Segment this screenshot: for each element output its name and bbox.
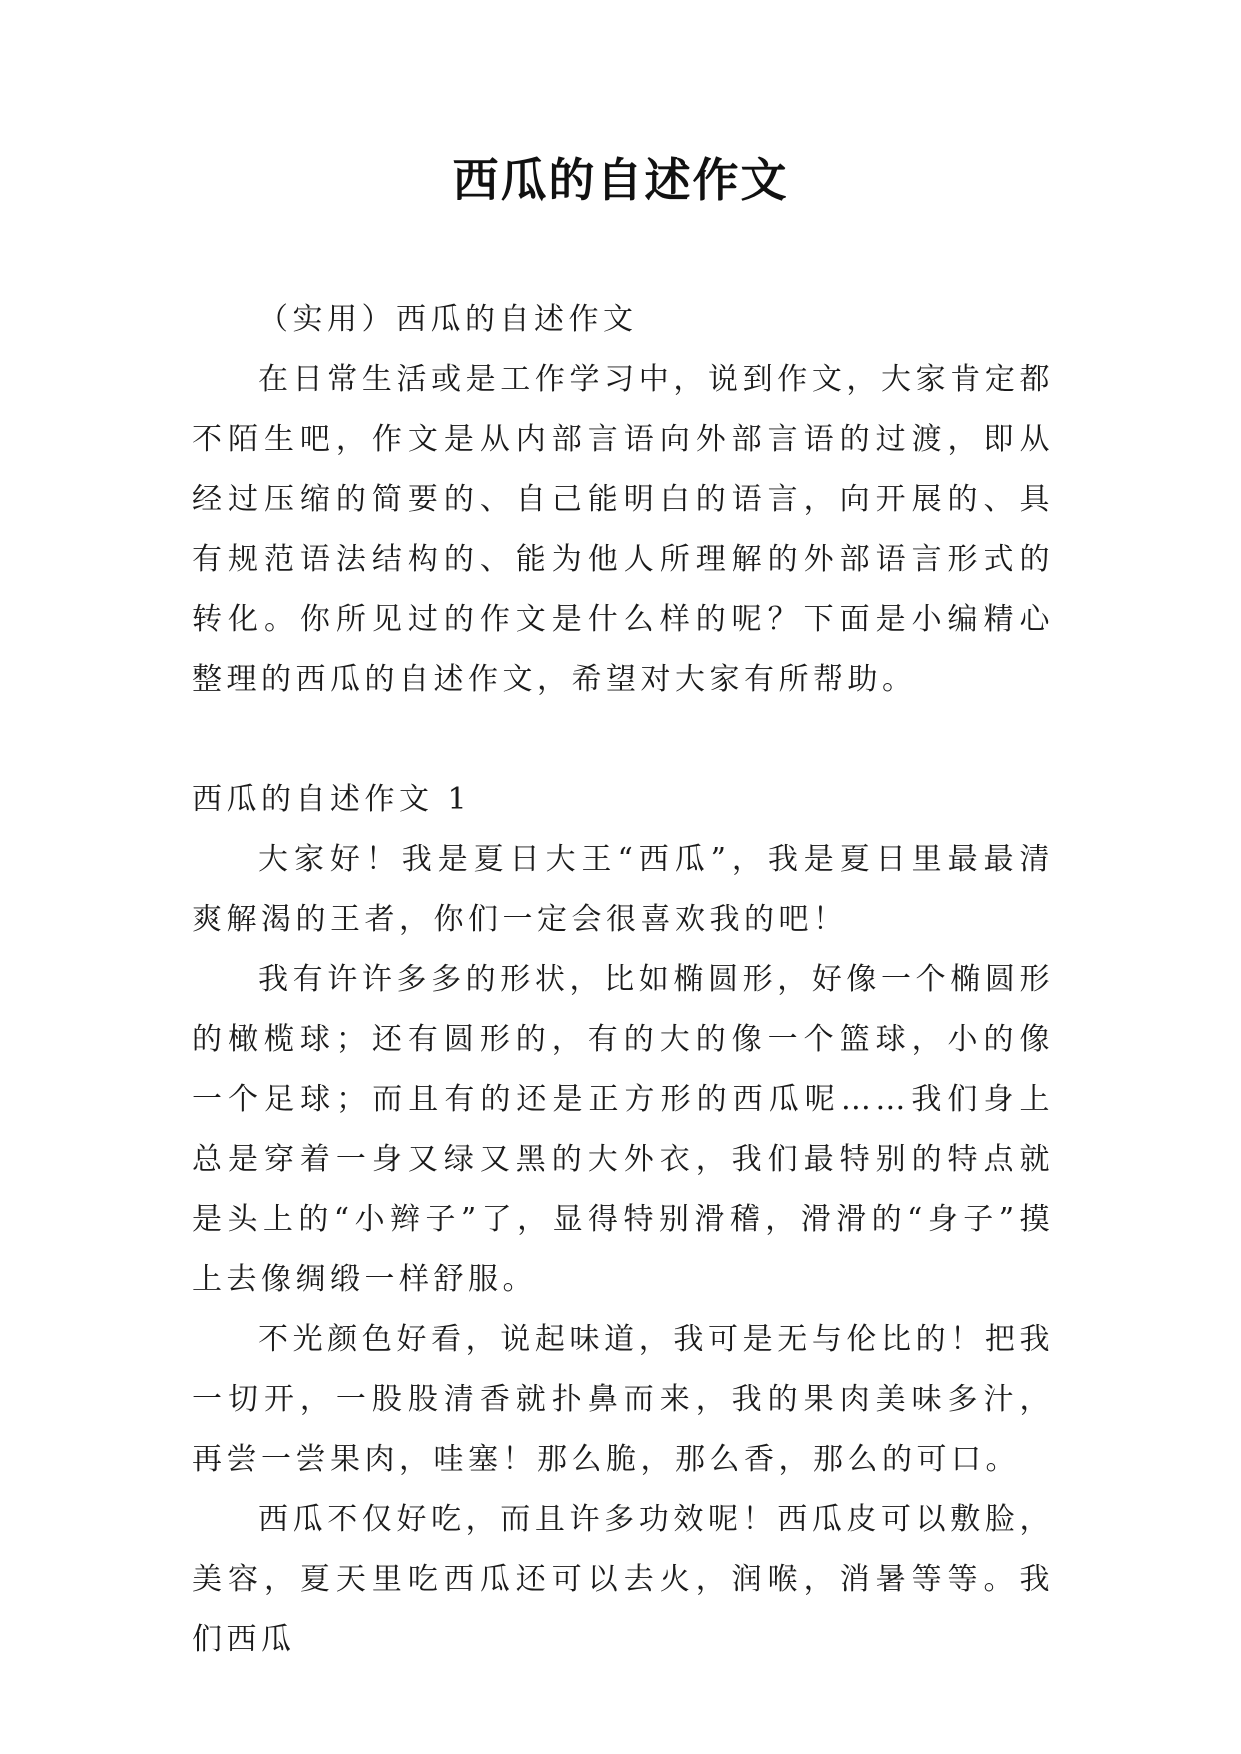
section-heading: 西瓜的自述作文 1 (192, 782, 472, 817)
intro-paragraph: 在日常生活或是工作学习中，说到作文，大家肯定都不陌生吧，作文是从内部言语向外部言语的过渡，即从经过压缩的简要的、自己能明白的语言，向开展的、具有规范语法结构的、能为他人所理解的外部语言形式的转化。你所见过的作文是什么样的呢？下面是小编精心整理的西瓜的自述作文，希望对大家有所帮助。 (192, 362, 1054, 697)
document-title: 西瓜的自述作文 (452, 153, 789, 207)
body-paragraph-2: 我有许许多多的形状，比如椭圆形，好像一个椭圆形的橄榄球；还有圆形的，有的大的像一个篮球，小的像一个足球；而且有的还是正方形的西瓜呢……我们身上总是穿着一身又绿又黑的大外衣，我们最特别的特点就是头上的“小辫子”了，显得特别滑稽，滑滑的“身子”摸上去像绸缎一样舒服。 (192, 962, 1054, 1297)
body-paragraph-3: 不光颜色好看，说起味道，我可是无与伦比的！把我一切开，一股股清香就扑鼻而来，我的果肉美味多汁，再尝一尝果肉，哇塞！那么脆，那么香，那么的可口。 (192, 1322, 1054, 1477)
document-body (192, 290, 1054, 1670)
paragraph-spacer (192, 710, 1054, 770)
body-paragraph-1: 大家好！我是夏日大王“西瓜”，我是夏日里最最清爽解渴的王者，你们一定会很喜欢我的吧！ (192, 842, 1054, 937)
body-paragraph-4: 西瓜不仅好吃，而且许多功效呢！西瓜皮可以敷脸，美容，夏天里吃西瓜还可以去火，润喉，消暑等等。我们西瓜 (192, 1502, 1054, 1657)
document-subtitle: （实用）西瓜的自述作文 (258, 302, 638, 337)
